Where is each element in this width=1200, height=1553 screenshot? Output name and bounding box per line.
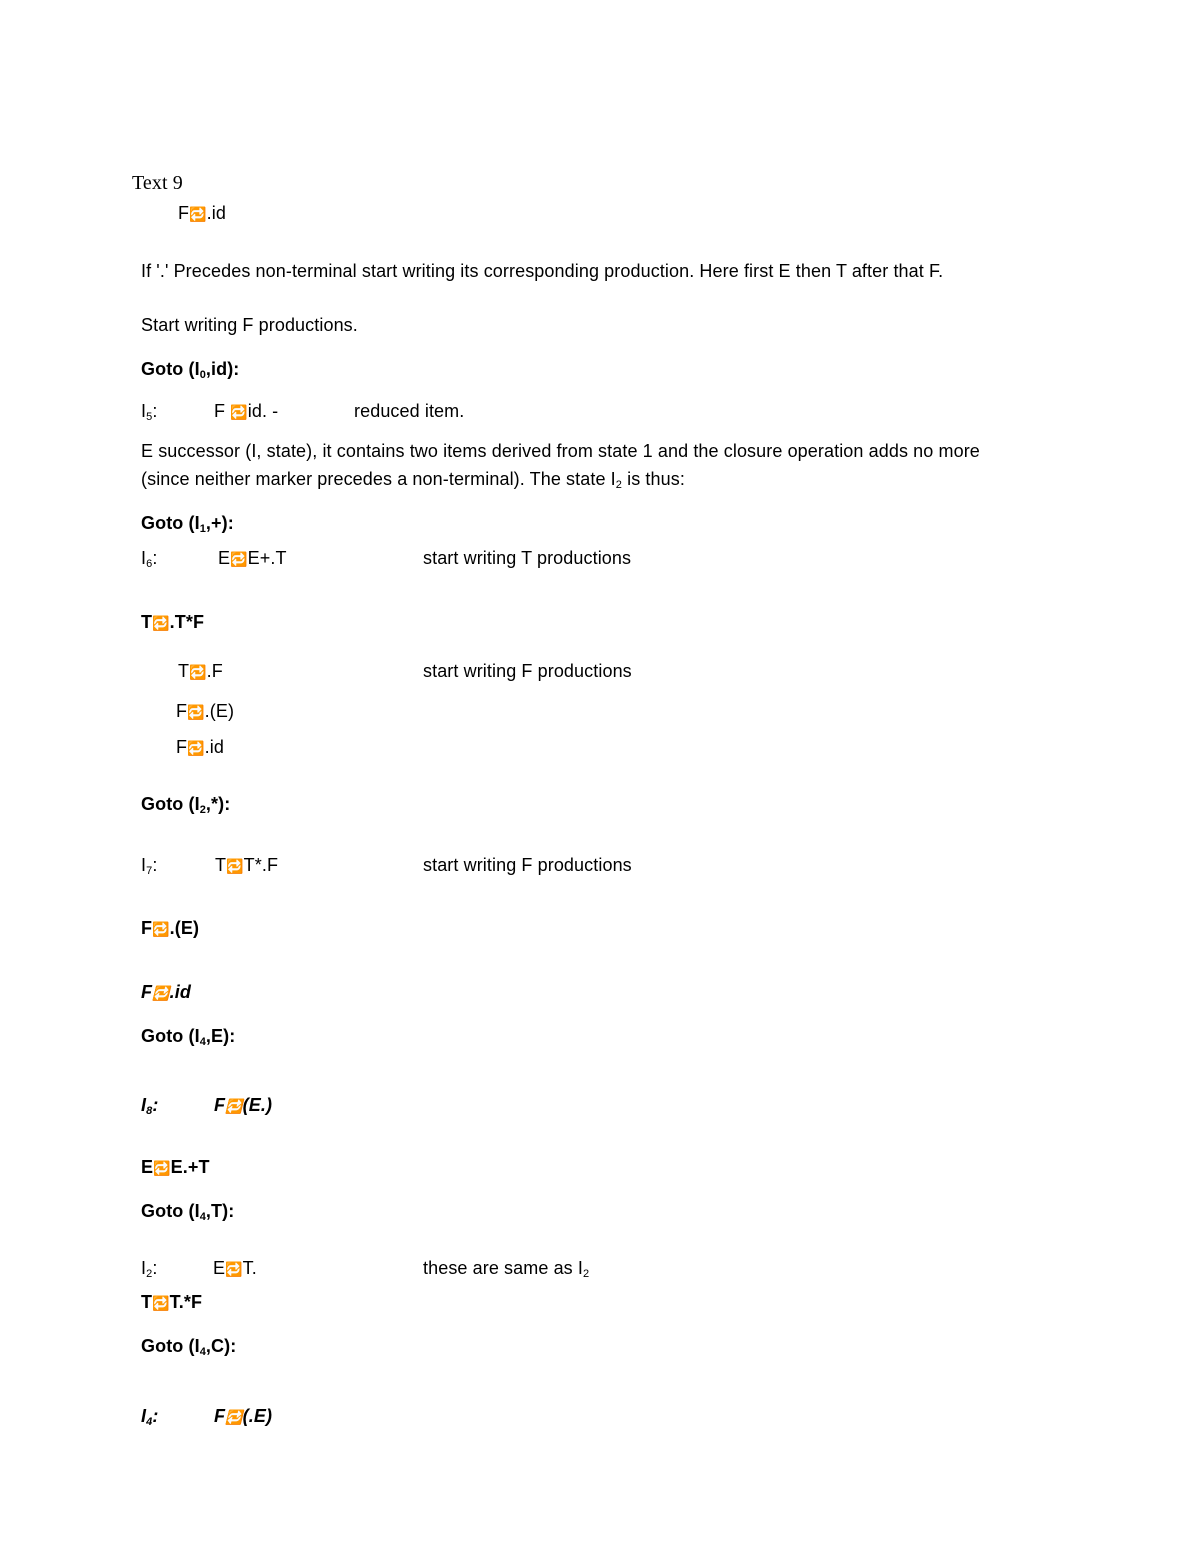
production-line: T🔁.T*F bbox=[141, 612, 205, 632]
page-title: Text 9 bbox=[132, 172, 183, 194]
arrow-icon: 🔁 bbox=[230, 551, 248, 567]
production-line: E🔁E.+T bbox=[141, 1157, 210, 1177]
state-label: $I_7$: bbox=[141, 855, 158, 877]
arrow-icon: 🔁 bbox=[152, 615, 170, 631]
production-line: F🔁.(E) bbox=[141, 918, 200, 938]
production-line: E🔁E+.T bbox=[218, 548, 287, 568]
arrow-icon: 🔁 bbox=[225, 1098, 243, 1114]
annotation: reduced item. bbox=[354, 401, 465, 421]
production-line: F🔁.id bbox=[141, 982, 191, 1002]
production-line: F🔁.(E) bbox=[176, 701, 235, 721]
arrow-icon: 🔁 bbox=[225, 1261, 243, 1277]
state-label: $I_4$: bbox=[141, 1406, 159, 1428]
production-line: T🔁T.*F bbox=[141, 1292, 203, 1312]
arrow-icon: 🔁 bbox=[187, 740, 205, 756]
production-line: E🔁T. bbox=[213, 1258, 257, 1278]
production-line: F🔁.id bbox=[178, 203, 226, 223]
paragraph: E successor (I, state), it contains two items derived from state 1 and the closure operation adds no more bbox=[141, 441, 980, 461]
production-line: F 🔁id. - bbox=[214, 401, 279, 421]
production-line: F🔁.id bbox=[176, 737, 224, 757]
arrow-icon: 🔁 bbox=[230, 404, 248, 420]
production-line: T🔁T*.F bbox=[215, 855, 279, 875]
arrow-icon: 🔁 bbox=[187, 704, 205, 720]
paragraph: (since neither marker precedes a non-terminal). The state $I_2$ is thus: bbox=[141, 469, 685, 491]
production-line: T🔁.F bbox=[178, 661, 223, 681]
arrow-icon: 🔁 bbox=[152, 1295, 170, 1311]
goto-heading: Goto $(I_1,+)$: bbox=[141, 513, 234, 535]
state-label: $I_2$: bbox=[141, 1258, 158, 1280]
arrow-icon: 🔁 bbox=[189, 206, 207, 222]
paragraph: Start writing F productions. bbox=[141, 315, 358, 335]
goto-heading: Goto $(I_2,*)$: bbox=[141, 794, 231, 816]
arrow-icon: 🔁 bbox=[225, 1409, 243, 1425]
arrow-icon: 🔁 bbox=[153, 1160, 171, 1176]
state-label: $I_8$: bbox=[141, 1095, 159, 1117]
state-label: $I_6$: bbox=[141, 548, 158, 570]
arrow-icon: 🔁 bbox=[152, 985, 170, 1001]
annotation: start writing F productions bbox=[423, 855, 632, 875]
annotation: these are same as $I_2$ bbox=[423, 1258, 590, 1280]
production-line: F🔁(E.) bbox=[214, 1095, 273, 1115]
goto-heading: Goto $(I_4,E)$: bbox=[141, 1026, 236, 1048]
paragraph: If '.' Precedes non-terminal start writing its corresponding production. Here first E then T after that F. bbox=[141, 261, 944, 281]
goto-heading: Goto $(I_4,T)$: bbox=[141, 1201, 235, 1223]
arrow-icon: 🔁 bbox=[226, 858, 244, 874]
goto-heading: Goto $(I_4,C)$: bbox=[141, 1336, 237, 1358]
state-label: $I_5$: bbox=[141, 401, 158, 423]
annotation: start writing F productions bbox=[423, 661, 632, 681]
annotation: start writing T productions bbox=[423, 548, 632, 568]
arrow-icon: 🔁 bbox=[189, 664, 207, 680]
arrow-icon: 🔁 bbox=[152, 921, 170, 937]
goto-heading: Goto $(I_0,id)$: bbox=[141, 359, 240, 381]
production-line: F🔁(.E) bbox=[214, 1406, 273, 1426]
